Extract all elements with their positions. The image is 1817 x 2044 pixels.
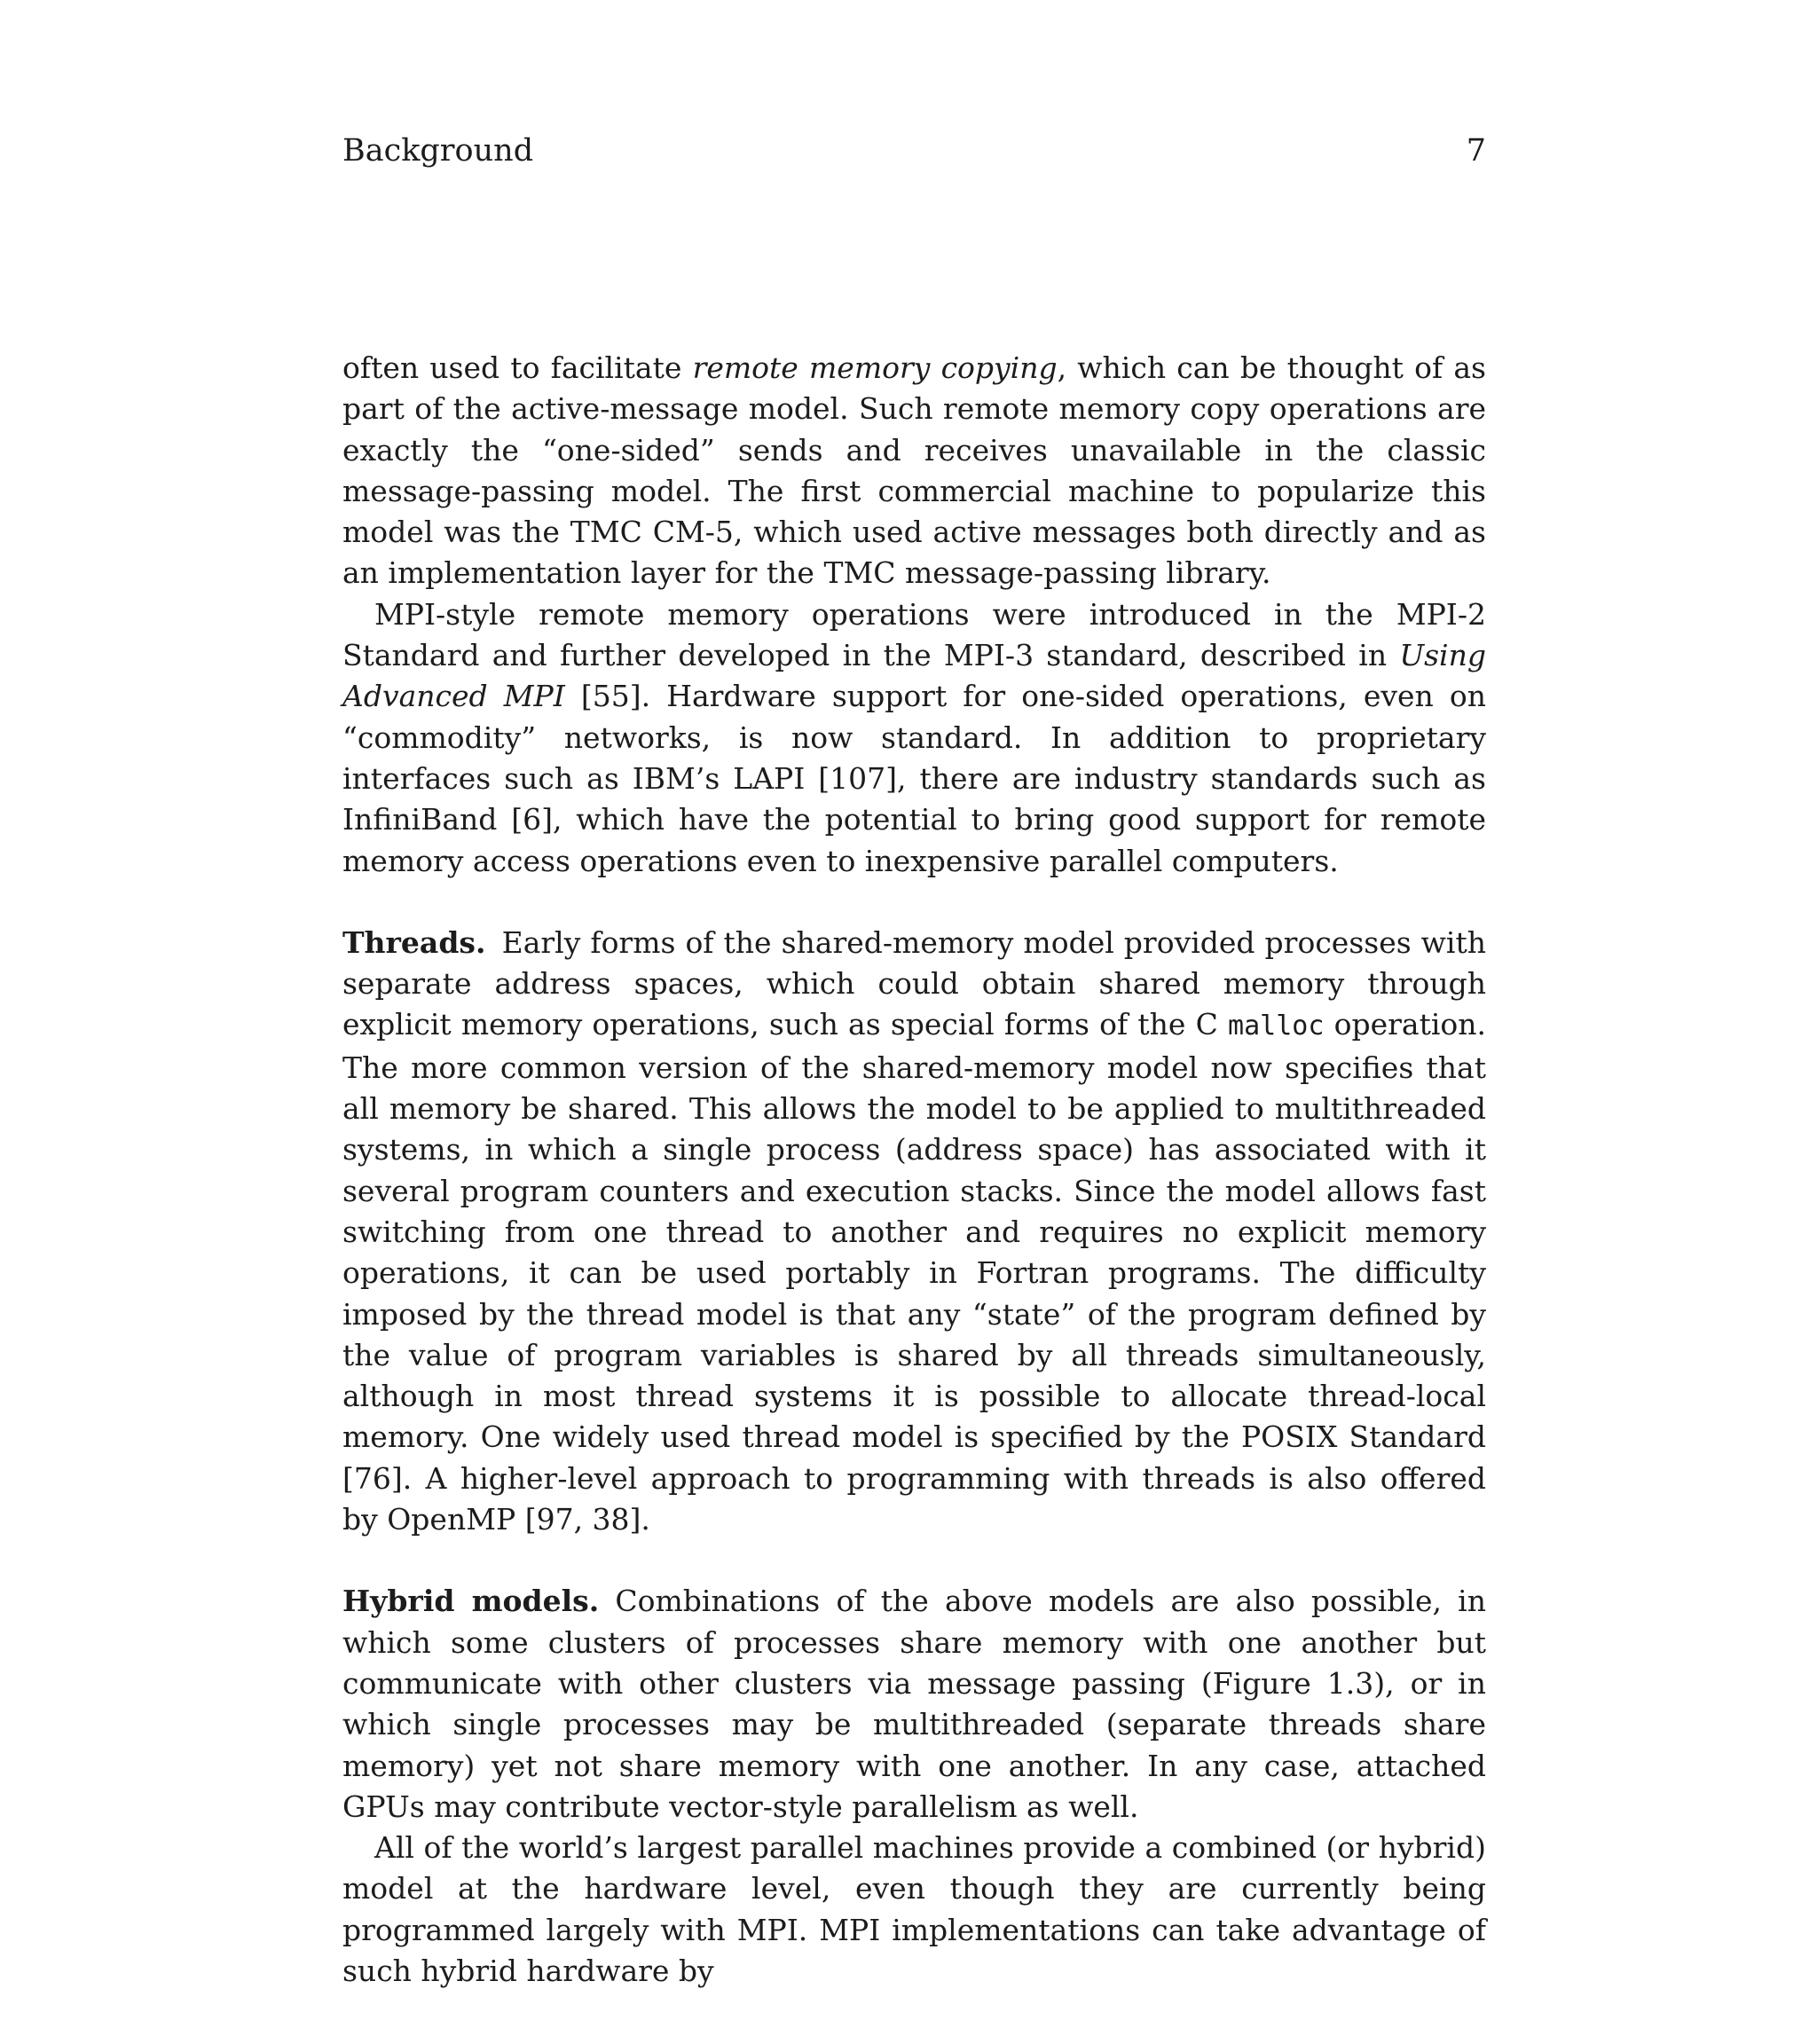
threads-heading: Threads.	[342, 924, 486, 960]
emphasis-remote-memory-copying: remote memory copying	[692, 350, 1058, 385]
paragraph-hybrid-models: Hybrid models. Combinations of the above models are also possible, in which some clusters of processes share memory with one another but communicate with other clusters via message passing (Figure 1.3), or in which single processes may be multithreaded (separate threads share memory) yet not share memory with one another. In any case, attached GPUs may contribute vector-style parallelism as well.	[342, 1584, 1486, 1824]
page-number: 7	[1466, 133, 1486, 169]
hybrid-models-heading: Hybrid models.	[342, 1584, 600, 1619]
emphasis-using-advanced-mpi: Using Advanced MPI	[342, 638, 1486, 714]
body-text	[342, 348, 1486, 1992]
paragraph-mpi-remote-memory: MPI-style remote memory operations were introduced in the MPI-2 Standard and further developed in the MPI-3 standard, described in Using Advanced MPI [55]. Hardware support for one-sided operations, even on “commodity” networks, is now standard. In addition to proprietary interfaces such as IBM’s LAPI [107], there are industry standards such as InfiniBand [6], which have the potential to bring good support for remote memory access operations even to inexpensive parallel computers.	[342, 596, 1487, 878]
section-title: Background	[342, 133, 534, 169]
paragraph-largest-machines: All of the world’s largest parallel machines provide a combined (or hybrid) model at the hardware level, even though they are currently being programmed largely with MPI. MPI implementations can take advantage of such hybrid hardware by	[342, 1830, 1486, 1988]
paragraph-remote-memory-copying: often used to facilitate remote memory copying, which can be thought of as part of the active-message model. Such remote memory copy operations are exactly the “one-sided” sends and receives unavailable in the classic message-passing model. The first commercial machine to popularize this model was the TMC CM-5, which used active messages both directly and as an implementation layer for the TMC message-passing library.	[342, 350, 1486, 591]
paragraph-threads: Threads. Early forms of the shared-memory model provided processes with separate address spaces, which could obtain shared memory through explicit memory operations, such as special forms of the C malloc operation. The more common version of the shared-memory model now specifies that all memory be shared. This allows the model to be applied to multithreaded systems, in which a single process (address space) has associated with it several program counters and execution stacks. Since the model allows fast switching from one thread to another and requires no explicit memory operations, it can be used portably in Fortran programs. The difficulty imposed by the thread model is that any “state” of the program defined by the value of program variables is shared by all threads simultaneously, although in most thread systems it is possible to allocate thread-local memory. One widely used thread model is specified by the POSIX Standard [76]. A higher-level approach to programming with threads is also offered by OpenMP [97, 38].	[342, 924, 1486, 1537]
code-malloc: malloc	[1228, 1010, 1325, 1042]
running-header	[342, 124, 1486, 177]
